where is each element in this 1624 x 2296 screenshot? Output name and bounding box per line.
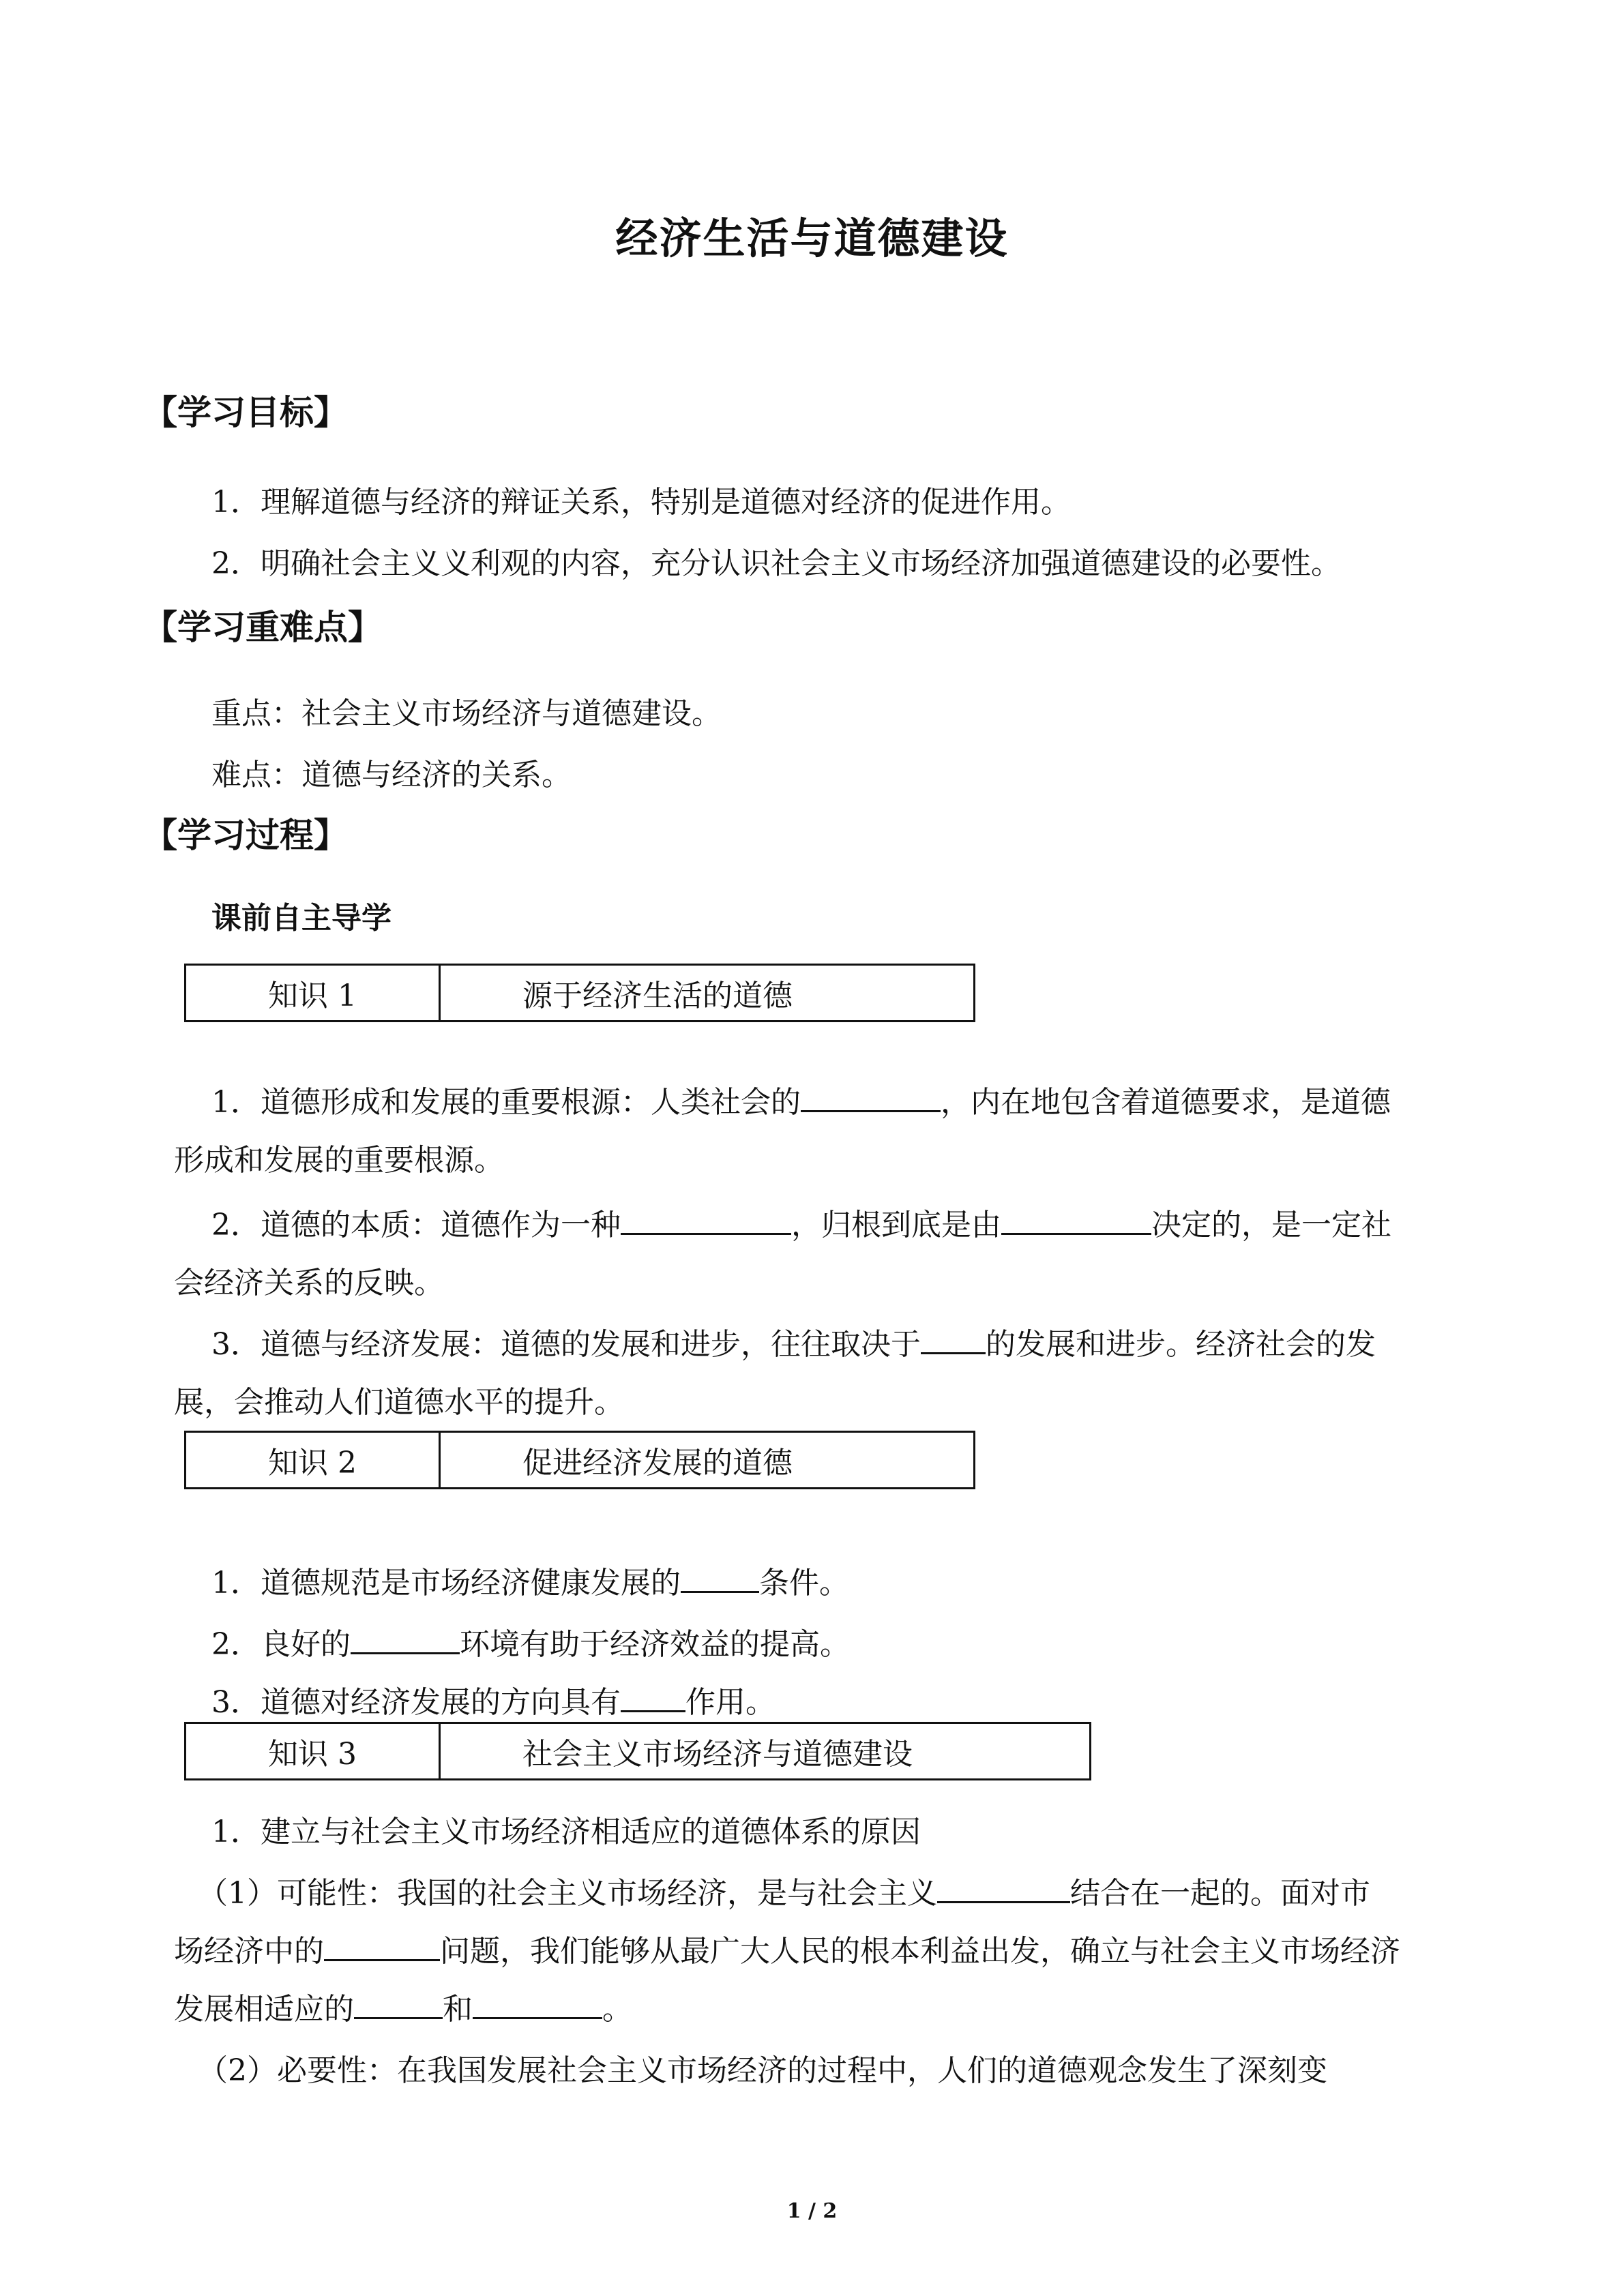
fill-blank[interactable] [621, 1204, 791, 1235]
knowledge-label: 知识 2 [186, 1433, 441, 1487]
knowledge-label: 知识 1 [186, 966, 441, 1020]
knowledge-item: （2）必要性：在我国发展社会主义市场经济的过程中，人们的道德观念发生了深刻变 [198, 2053, 1327, 2088]
knowledge-item-cont: 形成和发展的重要根源。 [174, 1143, 504, 1178]
heading-goals: 【学习目标】 [143, 393, 348, 432]
fill-blank[interactable] [801, 1082, 941, 1112]
fill-blank[interactable] [1001, 1204, 1151, 1235]
fill-blank[interactable] [921, 1324, 986, 1354]
knowledge-item-cont: 发展相适应的 和 。 [174, 1984, 632, 2028]
goal-item: 2．明确社会主义义利观的内容，充分认识社会主义市场经济加强道德建设的必要性。 [211, 546, 1341, 581]
fill-blank[interactable] [324, 1930, 440, 1961]
key-point: 重点：社会主义市场经济与道德建设。 [211, 696, 722, 731]
knowledge-box-2 [184, 1431, 975, 1489]
fill-blank[interactable] [937, 1873, 1070, 1903]
knowledge-item-cont: 会经济关系的反映。 [174, 1266, 444, 1300]
knowledge-title: 促进经济发展的道德 [522, 1446, 793, 1480]
knowledge-item: 3．道德与经济发展：道德的发展和进步，往往取决于 的发展和进步。经济社会的发 [211, 1320, 1376, 1363]
knowledge-item: （1）可能性：我国的社会主义市场经济，是与社会主义 结合在一起的。面对市 [198, 1868, 1370, 1912]
knowledge-title: 社会主义市场经济与道德建设 [522, 1737, 913, 1772]
subheading-preview: 课前自主导学 [211, 901, 392, 936]
knowledge-item-cont: 场经济中的 问题，我们能够从最广大人民的根本利益出发，确立与社会主义市场经济 [174, 1926, 1400, 1970]
knowledge-box-1 [184, 964, 975, 1022]
difficult-point: 难点：道德与经济的关系。 [211, 758, 572, 792]
knowledge-title: 源于经济生活的道德 [522, 979, 793, 1013]
fill-blank[interactable] [351, 1624, 460, 1654]
knowledge-box-3 [184, 1722, 1091, 1780]
knowledge-item: 2．良好的 环境有助于经济效益的提高。 [211, 1620, 850, 1663]
page-title: 经济生活与道德建设 [615, 213, 1009, 263]
heading-process: 【学习过程】 [143, 816, 348, 855]
fill-blank[interactable] [621, 1682, 685, 1712]
fill-blank[interactable] [473, 1988, 602, 2019]
knowledge-item: 1．道德形成和发展的重要根源：人类社会的 ，内在地包含着道德要求，是道德 [211, 1077, 1391, 1121]
knowledge-item: 2．道德的本质：道德作为一种 ，归根到底是由 决定的，是一定社 [211, 1200, 1391, 1244]
page-number: 1 / 2 [786, 2199, 838, 2223]
knowledge-item: 1．建立与社会主义市场经济相适应的道德体系的原因 [211, 1815, 921, 1849]
goal-item: 1．理解道德与经济的辩证关系，特别是道德对经济的促进作用。 [211, 485, 1071, 520]
knowledge-item: 1．道德规范是市场经济健康发展的 条件。 [211, 1558, 849, 1602]
fill-blank[interactable] [354, 1988, 443, 2019]
knowledge-item: 3．道德对经济发展的方向具有 作用。 [211, 1678, 776, 1721]
fill-blank[interactable] [681, 1562, 759, 1593]
knowledge-item-cont: 展，会推动人们道德水平的提升。 [174, 1385, 624, 1420]
knowledge-label: 知识 3 [186, 1724, 441, 1778]
heading-keypoints: 【学习重难点】 [143, 608, 382, 647]
